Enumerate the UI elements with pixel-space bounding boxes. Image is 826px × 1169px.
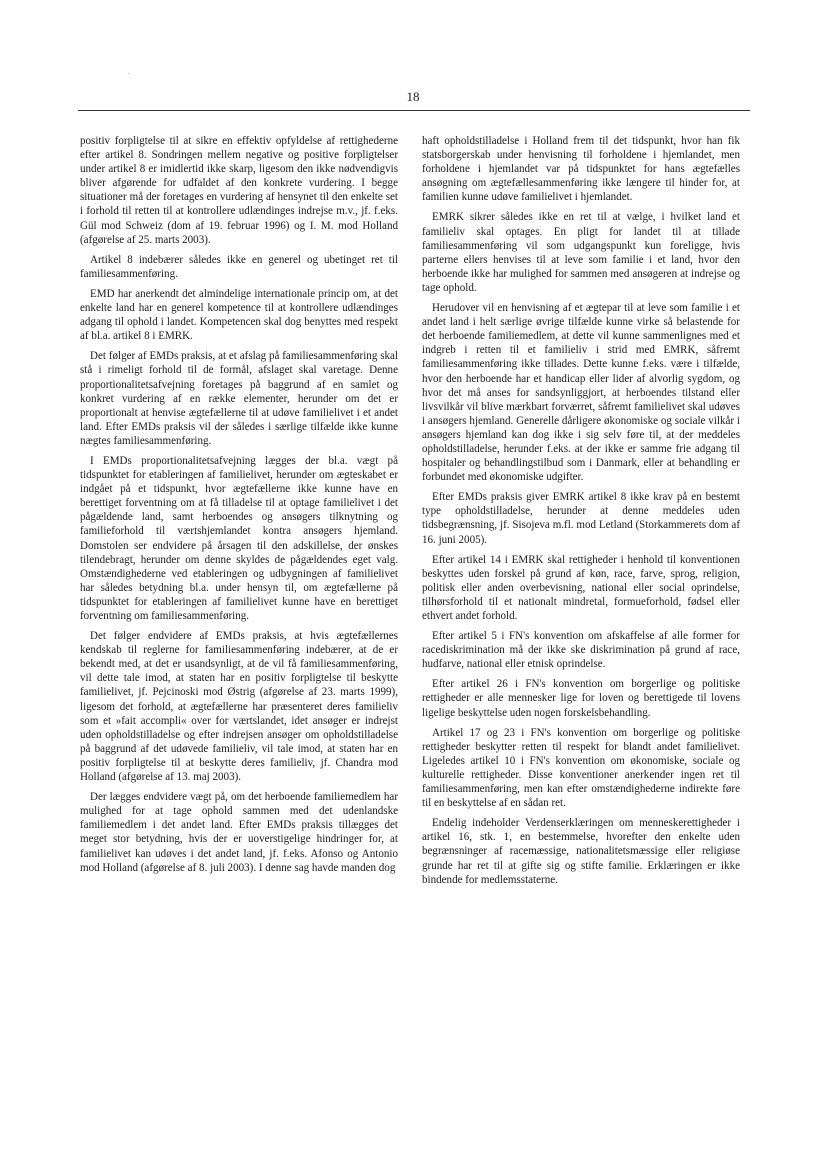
paragraph: haft opholdstilladelse i Holland frem til det tidspunkt, hvor han fik statsborgerskab under henvisning til forholdene i hjemlandet, men forholdene i hjemlandet var på tidspunktet for hans ægtefælles ansøgning om ægtefællesammenføring ikke længere til hinder for, at familien kunne udøve familielivet i hjemlandet. (422, 135, 740, 204)
header-rule (78, 110, 750, 111)
right-column (422, 134, 740, 893)
paragraph: Artikel 17 og 23 i FN's konvention om borgerlige og politiske rettigheder beskytter retten til respekt for blandt andet familielivet. Ligeledes artikel 10 i FN's konvention om økonomiske, sociale og kulturelle rettigheder. Disse konventioner anerkender ingen ret til familiesammenføring, men kan efter omstændighederne indirekte føre til en beskyttelse af en sådan ret. (422, 726, 740, 810)
paragraph: Der lægges endvidere vægt på, om det herboende familiemedlem har mulighed for at tage ophold sammen med det udenlandske familiemedlem i det andet land. Efter EMDs praksis tillægges det meget stor betydning, hvis der er uoverstigelige hindringer for, at familielivet kan udøves i det andet land, jf. f.eks. Afonso og Antonio mod Holland (afgørelse af 8. juli 2003). I denne sag havde manden dog (80, 791, 398, 874)
left-column (80, 134, 398, 881)
paragraph: EMRK sikrer således ikke en ret til at vælge, i hvilket land et familieliv skal optages. En pligt for landet til at tillade familiesammenføring vil som udgangspunkt kun foreligge, hvis parterne ellers henvises til at leve som familie i et land, hvor den herboende ikke har mulighed for sammen med ansøgeren at indrejse og tage ophold. (422, 211, 740, 294)
paragraph: Det følger endvidere af EMDs praksis, at hvis ægtefællernes kendskab til reglerne for familiesammenføring indebærer, at de er bekendt med, at det er usandsynligt, at de vil få familiesammenføring, vil dette tale imod, at staten har en positiv forpligtelse til beskytte familielivet, jf. Pejcinoski mod Østrig (afgørelse af 23. marts 1999), ligesom det forhold, at ægtefællerne har præsenteret deres familieliv som et »fait accompli« over for værtslandet, idet ansøger er indrejst uden opholdstilladelse og efter indrejsen ansøger om opholdstilladelse på baggrund af det udøvede familieliv, vil tale imod, at staten har en positiv forpligtelse til at beskytte deres familieliv, jf. Chandra mod Holland (afgørelse af 13. maj 2003). (80, 630, 398, 784)
paragraph: Endelig indeholder Verdenserklæringen om menneskerettigheder i artikel 16, stk. 1, en bestemmelse, hvorefter den enkelte uden begrænsninger af racemæssige, nationalitetsmæssige eller religiøse grunde har ret til at gifte sig og stifte familie. Erklæringen er ikke bindende for medlemsstaterne. (422, 817, 740, 886)
paragraph: Efter artikel 26 i FN's konvention om borgerlige og politiske rettigheder er alle mennesker lige for loven og berettigede til lovens ligelige beskyttelse uden nogen forskelsbehandling. (422, 678, 740, 719)
page-number: 18 (406, 89, 420, 104)
paragraph: Efter EMDs praksis giver EMRK artikel 8 ikke krav på en bestemt type opholdstilladelse, herunder at denne meddeles uden tidsbegrænsning, jf. Sisojeva m.fl. mod Letland (Storkammerets dom af 16. juni 2005). (422, 491, 740, 546)
paragraph: I EMDs proportionalitetsafvejning lægges der bl.a. vægt på tidspunktet for etableringen af familielivet, herunder om ægteskabet er indgået på et tidspunkt, hvor ægtefællerne ikke kunne have en berettiget forventning om at få tilladelse til at optage familielivet i det pågældende land, samt herboendes og ansøgers tilknytning og familieforhold til værtshjemlandet kontra ansøgers hjemland. Domstolen ser endvidere på årsagen til den adskillelse, der ønskes tilendebragt, herunder om denne skyldes de pågældendes eget valg. Omstændighederne ved etableringen og udbygningen af familielivet har således betydning bl.a. under hensyn til, om ægtefællerne på tidspunktet for etableringen af familielivet kunne have en berettiget forventning om familiesammenføring. (80, 454, 398, 622)
scan-speck (128, 73, 129, 74)
paragraph: EMD har anerkendt det almindelige internationale princip om, at det enkelte land har en generel kompetence til at kontrollere udlændinges adgang til ophold i landet. Kompetencen skal dog benyttes med respekt af bl.a. artikel 8 i EMRK. (80, 287, 398, 343)
paragraph: Det følger af EMDs praksis, at et afslag på familiesammenføring skal stå i rimeligt forhold til de formål, afslaget skal varetage. Denne proportionalitetsafvejning foretages på baggrund af en samlet og konkret vurdering af en række elementer, herunder om det er proportionalt at henvise ægtefællerne til at udøve familielivet i et andet land. Efter EMDs praksis vil der således i særlige tilfælde ikke kunne nægtes familiesammenføring. (80, 350, 398, 447)
paragraph: positiv forpligtelse til at sikre en effektiv opfyldelse af rettighederne efter artikel 8. Sondringen mellem negative og positive forpligtelser under artikel 8 er imidlertid ikke skarp, ligesom den ikke nødvendigvis bliver afgørende for udfaldet af den konkrete vurdering. I begge situationer må der foretages en vurdering af hensynet til den enkelte set i forhold til retten til at kontrollere udlændinges indrejse m.v., jf. f.eks. Gül mod Schweiz (dom af 19. februar 1996) og I. M. mod Holland (afgørelse af 25. marts 2003). (80, 135, 398, 246)
paragraph: Efter artikel 14 i EMRK skal rettigheder i henhold til konventionen beskyttes uden forskel på grund af køn, race, farve, sprog, religion, politisk eller anden overbevisning, national eller social oprindelse, tilhørsforhold til et nationalt mindretal, formueforhold, fødsel eller ethvert andet forhold. (422, 553, 740, 622)
paragraph: Herudover vil en henvisning af et ægtepar til at leve som familie i et andet land i helt særlige øvrige tilfælde kunne virke så belastende for det herboende familiemedlem, at dette vil kunne sammenlignes med et indgreb i retten til et familieliv i strid med EMRK, såfremt familiesammenføring ikke tillades. Dette kunne f.eks. være i tilfælde, hvor den herboende har et handicap eller lider af alvorlig sygdom, og hvor det må anses for sandsynliggjort, at herboendes tilstand eller livsvilkår vil blive mærkbart forværret, såfremt familielivet skal udøves i ansøgers hjemland. Generelle dårligere økonomiske og sociale vilkår i ansøgers hjemland kan dog ikke i sig selv føre til, at der meddeles opholdstilladelse, herunder f.eks. at der ikke er samme frie adgang til hospitaler og behandlingstilbud som i Danmark, eller at behandling er forbundet med økonomiske udgifter. (422, 302, 740, 484)
paragraph: Artikel 8 indebærer således ikke en generel og ubetinget ret til familiesammenføring. (80, 253, 398, 280)
paragraph: Efter artikel 5 i FN's konvention om afskaffelse af alle former for racediskrimination må der ikke ske diskrimination på grund af race, hudfarve, national eller etnisk oprindelse. (422, 630, 740, 671)
